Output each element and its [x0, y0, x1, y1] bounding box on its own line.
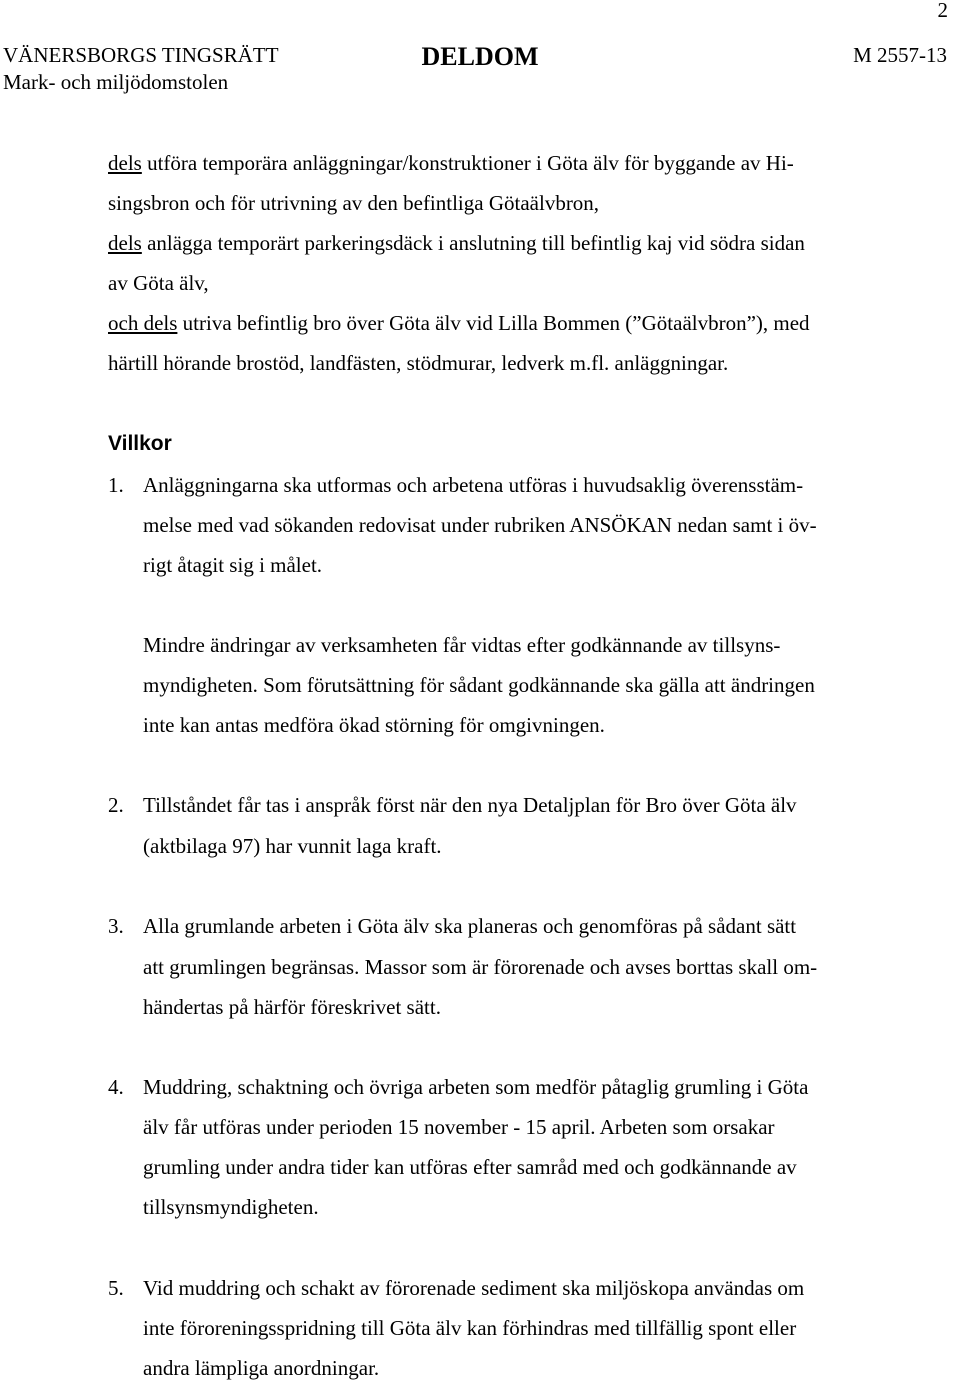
condition-line: melse med vad sökanden redovisat under rubriken ANSÖKAN nedan samt i öv- [143, 513, 817, 537]
condition-line: Anläggningarna ska utformas och arbetena utföras i huvudsaklig överensstäm- [143, 473, 804, 497]
intro-line: härtill hörande brostöd, landfästen, stödmurar, ledverk m.fl. anläggningar. [108, 351, 729, 375]
intro-text: utföra temporära anläggningar/konstruktioner i Göta älv för byggande av Hi- [141, 151, 794, 175]
condition-line: tillsynsmyndigheten. [143, 1195, 319, 1219]
conditions-heading: Villkor [108, 432, 172, 455]
intro-line: av Göta älv, [108, 271, 209, 295]
condition-number: 2. [108, 793, 124, 817]
condition-number: 5. [108, 1276, 124, 1300]
condition-line: Alla grumlande arbeten i Göta älv ska planeras och genomföras på sådant sätt [143, 914, 797, 938]
condition-number: 1. [108, 473, 124, 497]
court-name: VÄNERSBORGS TINGSRÄTT [3, 43, 279, 67]
condition-line: (aktbilaga 97) har vunnit laga kraft. [143, 834, 442, 858]
intro-line [108, 311, 810, 335]
condition-number: 4. [108, 1075, 124, 1099]
condition-line: händertas på härför föreskrivet sätt. [143, 995, 441, 1019]
intro-underlined: dels [108, 231, 142, 255]
page-number: 2 [937, 0, 948, 22]
document-type: DELDOM [421, 42, 539, 71]
condition-line: myndigheten. Som förutsättning för sådant godkännande ska gälla att ändringen [143, 673, 815, 697]
condition-line: Tillståndet får tas i anspråk först när den nya Detaljplan för Bro över Göta älv [143, 793, 797, 817]
condition-number: 3. [108, 914, 124, 938]
condition-line: andra lämpliga anordningar. [143, 1356, 380, 1380]
intro-underlined: dels [108, 151, 142, 175]
intro-line [108, 231, 805, 255]
condition-line: inte kan antas medföra ökad störning för omgivningen. [143, 713, 605, 737]
condition-line: Muddring, schaktning och övriga arbeten som medför påtaglig grumling i Göta [143, 1075, 809, 1099]
court-division: Mark- och miljödomstolen [3, 70, 229, 94]
intro-underlined: och dels [108, 311, 178, 335]
condition-line: rigt åtagit sig i målet. [143, 553, 323, 577]
intro-text: utriva befintlig bro över Göta älv vid Lilla Bommen (”Götaälvbron”), med [177, 311, 810, 335]
intro-text: anlägga temporärt parkeringsdäck i anslutning till befintlig kaj vid södra sidan [141, 231, 805, 255]
intro-line [108, 151, 794, 175]
condition-line: inte föroreningsspridning till Göta älv kan förhindras med tillfällig spont eller [143, 1316, 797, 1340]
case-number: M 2557-13 [853, 43, 947, 67]
condition-line: Mindre ändringar av verksamheten får vidtas efter godkännande av tillsyns- [143, 633, 781, 657]
condition-line: att grumlingen begränsas. Massor som är förorenade och avses borttas skall om- [143, 955, 818, 979]
condition-line: grumling under andra tider kan utföras efter samråd med och godkännande av [143, 1155, 797, 1179]
intro-line: singsbron och för utrivning av den befintliga Götaälvbron, [108, 191, 600, 215]
condition-line: Vid muddring och schakt av förorenade sediment ska miljöskopa användas om [143, 1276, 805, 1300]
condition-line: älv får utföras under perioden 15 november - 15 april. Arbeten som orsakar [143, 1115, 775, 1139]
